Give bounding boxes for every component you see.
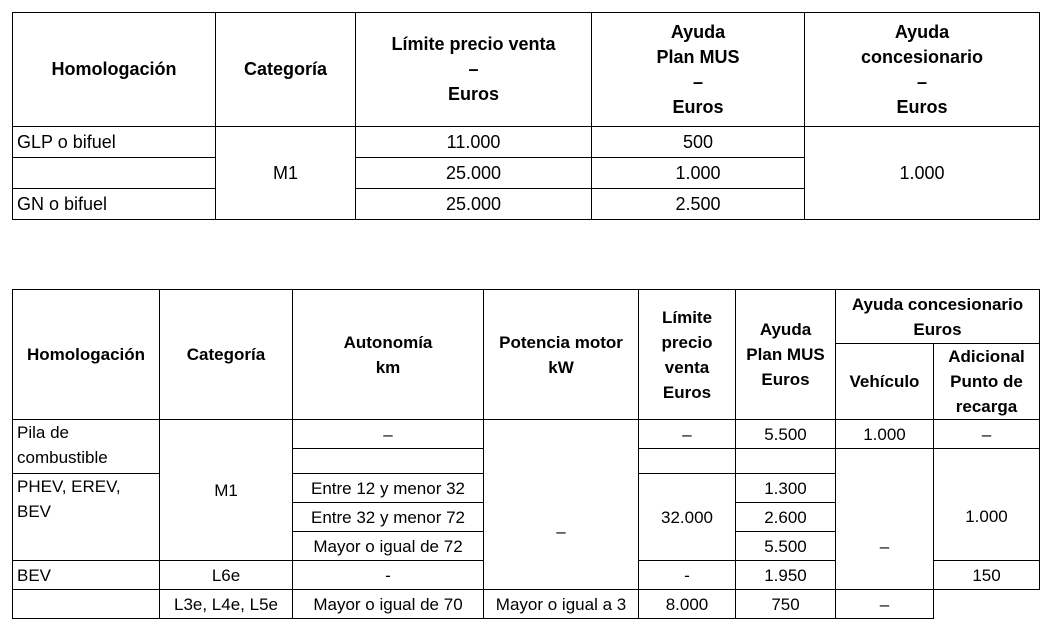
- cell-homologacion: GN o bifuel: [13, 189, 216, 220]
- cell-limite: 25.000: [356, 189, 592, 220]
- header-homologacion: Homologación: [13, 13, 216, 127]
- cell-ayuda-mus: 1.950: [736, 561, 836, 590]
- cell-vehiculo: 1.000: [836, 420, 934, 449]
- cell-categoria: L3e, L4e, L5e: [160, 590, 293, 619]
- header-categoria: Categoría: [160, 290, 293, 420]
- cell-homologacion-empty: [13, 532, 160, 561]
- cell-autonomia: -: [293, 561, 484, 590]
- cell-autonomia: Entre 12 y menor 32: [293, 474, 484, 503]
- cell-ayuda-mus: 5.500: [736, 532, 836, 561]
- cell-ayuda-mus-empty: [736, 449, 836, 474]
- cell-potencia: –: [484, 474, 639, 590]
- cell-potencia: Mayor o igual a 3: [484, 590, 639, 619]
- header-limite-precio: Límite precio venta – Euros: [356, 13, 592, 127]
- cell-autonomia-empty: [293, 449, 484, 474]
- cell-categoria: M1: [216, 127, 356, 220]
- cell-adicional: –: [836, 590, 934, 619]
- table-row: [13, 127, 1040, 158]
- cell-homologacion: BEV: [13, 561, 160, 590]
- cell-adicional-empty: [934, 449, 1040, 474]
- header-vehiculo: Vehículo: [836, 344, 934, 420]
- header-homologacion: Homologación: [13, 290, 160, 420]
- cell-vehiculo-empty: [836, 449, 934, 474]
- cell-limite-empty: [639, 449, 736, 474]
- cell-adicional: –: [934, 420, 1040, 449]
- table-ayudas-electricos: [12, 289, 1040, 619]
- cell-limite: -: [639, 561, 736, 590]
- header-ayuda-mus: Ayuda Plan MUS Euros: [736, 290, 836, 420]
- cell-categoria: L6e: [160, 561, 293, 590]
- cell-homologacion-empty: [13, 158, 216, 189]
- cell-categoria: M1: [160, 420, 293, 561]
- cell-homologacion-empty: [13, 590, 160, 619]
- cell-limite: 25.000: [356, 158, 592, 189]
- header-limite-precio: Límite precio venta Euros: [639, 290, 736, 420]
- cell-adicional: 150: [934, 561, 1040, 590]
- cell-autonomia: –: [293, 420, 484, 449]
- cell-limite: 8.000: [639, 590, 736, 619]
- cell-homologacion: GLP o bifuel: [13, 127, 216, 158]
- cell-autonomia: Mayor o igual de 72: [293, 532, 484, 561]
- cell-ayuda-mus: 750: [736, 590, 836, 619]
- cell-limite: –: [639, 420, 736, 449]
- cell-ayuda-mus: 2.600: [736, 503, 836, 532]
- table-row: [13, 590, 1040, 619]
- cell-ayuda-mus: 5.500: [736, 420, 836, 449]
- header-ayuda-concesionario: Ayuda concesionario – Euros: [805, 13, 1040, 127]
- cell-limite: 32.000: [639, 474, 736, 561]
- cell-vehiculo: –: [836, 474, 934, 590]
- header-ayuda-mus: Ayuda Plan MUS – Euros: [592, 13, 805, 127]
- header-adicional-recarga: Adicional Punto de recarga: [934, 344, 1040, 420]
- cell-homologacion: PHEV, EREV, BEV: [13, 474, 160, 532]
- cell-autonomia: Mayor o igual de 70: [293, 590, 484, 619]
- cell-limite: 11.000: [356, 127, 592, 158]
- header-autonomia: Autonomía km: [293, 290, 484, 420]
- cell-ayuda-mus: 500: [592, 127, 805, 158]
- cell-ayuda-concesionario: 1.000: [805, 127, 1040, 220]
- header-ayuda-concesionario: Ayuda concesionario Euros: [836, 290, 1040, 344]
- header-categoria: Categoría: [216, 13, 356, 127]
- cell-adicional: 1.000: [934, 474, 1040, 561]
- table-ayudas-glp-gn: [12, 12, 1040, 220]
- cell-potencia-empty: [484, 420, 639, 474]
- cell-ayuda-mus: 1.300: [736, 474, 836, 503]
- table-header-row: [13, 290, 1040, 344]
- cell-autonomia: Entre 32 y menor 72: [293, 503, 484, 532]
- header-potencia: Potencia motor kW: [484, 290, 639, 420]
- cell-ayuda-mus: 2.500: [592, 189, 805, 220]
- table-header-row: [13, 13, 1040, 127]
- table-row: [13, 420, 1040, 449]
- cell-ayuda-mus: 1.000: [592, 158, 805, 189]
- cell-homologacion: Pila de combustible: [13, 420, 160, 474]
